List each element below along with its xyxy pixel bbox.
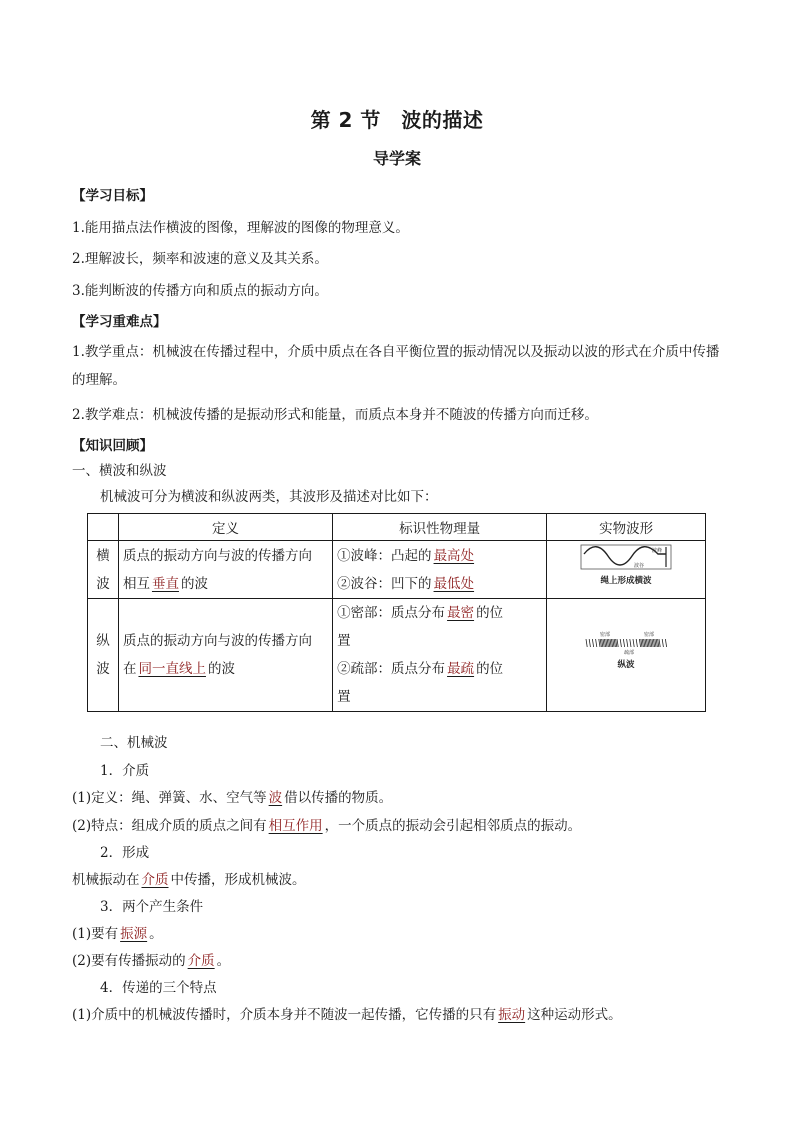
- blank-answer: 振源: [120, 926, 148, 942]
- keypoints-heading: 【学习重难点】: [72, 314, 167, 330]
- row-label-transverse: 横 波: [88, 541, 119, 599]
- spring-coil: [649, 639, 650, 647]
- spring-coil: [648, 639, 649, 647]
- blank-answer: 同一直线上: [138, 661, 206, 677]
- spring-coil: [606, 639, 607, 647]
- spring-coil: [602, 639, 603, 647]
- medium-characteristic: (2)特点：组成介质的质点之间有 相互作用 ，一个质点的振动会引起相邻质点的振动。: [72, 818, 582, 834]
- spring-coil: [593, 639, 594, 647]
- spring-coil: [599, 639, 600, 647]
- spring-coil: [612, 639, 613, 647]
- spring-coil: [659, 639, 660, 647]
- page-title: 第 2 节 波的描述: [310, 108, 484, 132]
- spring-coil: [656, 639, 657, 647]
- fig-label-sparse: 疏部: [624, 650, 635, 656]
- spring-coil: [614, 639, 615, 647]
- spring-coil: [647, 639, 648, 647]
- blank-answer: 垂直: [151, 575, 179, 592]
- keypoint-item-2: 2.教学难点：机械波传播的是振动形式和能量，而质点本身并不随波的传播方向而迁移。: [72, 407, 598, 423]
- blank-answer: 最密: [447, 605, 475, 621]
- spring-coil: [607, 639, 608, 647]
- spring-coil: [600, 639, 601, 647]
- spring-coil: [586, 639, 587, 647]
- spring-coil: [662, 639, 663, 647]
- features-title: 4．传递的三个特点: [100, 980, 217, 996]
- spring-coil: [636, 639, 637, 647]
- blank-answer: 最高处: [433, 547, 475, 564]
- longitudinal-figure-cell: [547, 599, 706, 712]
- blank-answer: 波: [268, 790, 283, 806]
- fig-label-dense-2: 密部: [644, 632, 655, 638]
- section-heading-mechanical: 二、机械波: [100, 735, 168, 751]
- longitudinal-wave-figure: [578, 627, 674, 673]
- blank-answer: 介质: [141, 872, 169, 888]
- table-row-transverse: [88, 541, 706, 599]
- review-heading: 【知识回顾】: [72, 438, 153, 454]
- condition-1: (1)要有 振源 。: [72, 926, 163, 942]
- spring-coil: [605, 639, 606, 647]
- blank-answer: 振动: [498, 1007, 526, 1023]
- spring-coil: [627, 639, 628, 647]
- transverse-wave-figure: [578, 542, 674, 588]
- table-intro: 机械波可分为横波和纵波两类，其波形及描述对比如下：: [100, 489, 438, 505]
- spring-coil: [640, 639, 641, 647]
- blank-answer: 最疏: [447, 661, 475, 677]
- spring-coil: [654, 639, 655, 647]
- formation-text: 机械振动在 介质 中传播，形成机械波。: [72, 872, 306, 888]
- spring-coil: [609, 639, 610, 647]
- table-header-quantity: 标识性物理量: [333, 514, 547, 541]
- objective-item-2: 2.理解波长，频率和波速的意义及其关系。: [72, 251, 328, 267]
- blank-answer: 介质: [187, 953, 215, 969]
- spring-coil: [620, 639, 621, 647]
- spring-coil: [658, 639, 659, 647]
- fig-caption-longitudinal: 纵波: [617, 660, 635, 670]
- fig-label-dense-1: 密部: [600, 632, 611, 638]
- objective-item-3: 3.能判断波的传播方向和质点的振动方向。: [72, 283, 328, 299]
- spring-coil: [652, 639, 653, 647]
- spring-coil: [655, 639, 656, 647]
- spring-coil: [633, 639, 634, 647]
- spring-coil: [630, 639, 631, 647]
- section-heading-waves: 一、横波和纵波: [72, 463, 167, 479]
- spring-coil: [617, 639, 618, 647]
- spring-coil: [613, 639, 614, 647]
- table-header-definition: 定义: [118, 514, 332, 541]
- longitudinal-definition: 质点的振动方向与波的传播方向 在 同一直线上 的波: [118, 599, 332, 712]
- spring-coil: [624, 639, 625, 647]
- spring-coil: [642, 639, 643, 647]
- spring-coil: [603, 639, 604, 647]
- spring-coil: [641, 639, 642, 647]
- keypoint-item-1: 1.教学重点：机械波在传播过程中，介质中质点在各自平衡位置的振动情况以及振动以波的形式在介质中传播的理解。: [72, 344, 720, 388]
- row-label-longitudinal: 纵 波: [88, 599, 119, 712]
- spring-coil: [644, 639, 645, 647]
- spring-coils: [586, 639, 667, 647]
- conditions-title: 3．两个产生条件: [100, 899, 204, 915]
- transverse-quantities: ①波峰：凸起的 最高处 ②波谷：凹下的 最低处: [333, 541, 547, 599]
- medium-title: 1．介质: [100, 763, 150, 779]
- spring-coil: [589, 639, 590, 647]
- formation-title: 2．形成: [100, 845, 150, 861]
- table-header-row: [88, 514, 706, 541]
- blank-answer: 最低处: [433, 575, 475, 592]
- blank-answer: 相互作用: [268, 818, 323, 834]
- table-header-empty: [88, 514, 119, 541]
- longitudinal-quantities: ①密部：质点分布 最密 的位 置 ②疏部：质点分布 最疏 的位 置: [333, 599, 547, 712]
- spring-coil: [651, 639, 652, 647]
- fig-label-crest: 波峰: [652, 547, 663, 554]
- wave-comparison-table: [87, 513, 706, 712]
- condition-2: (2)要有传播振动的 介质 。: [72, 953, 231, 969]
- table-row-longitudinal: [88, 599, 706, 712]
- spring-coil: [645, 639, 646, 647]
- spring-coil: [610, 639, 611, 647]
- feature-1: (1)介质中的机械波传播时，介质本身并不随波一起传播，它传播的只有 振动 这种运动形式。: [72, 1007, 622, 1023]
- objectives-heading: 【学习目标】: [72, 188, 153, 204]
- spring-coil: [596, 639, 597, 647]
- spring-coil: [616, 639, 617, 647]
- objective-item-1: 1.能用描点法作横波的图像，理解波的图像的物理意义。: [72, 220, 409, 236]
- spring-coil: [666, 639, 667, 647]
- transverse-figure-cell: [547, 541, 706, 599]
- fig-label-trough: 波谷: [634, 562, 645, 569]
- fig-caption-transverse: 绳上形成横波: [600, 575, 652, 586]
- transverse-definition: 质点的振动方向与波的传播方向 相互 垂直 的波: [118, 541, 332, 599]
- page-subtitle: 导学案: [372, 149, 421, 168]
- medium-definition: (1)定义：绳、弹簧、水、空气等 波 借以传播的物质。: [72, 790, 393, 806]
- table-header-figure: 实物波形: [547, 514, 706, 541]
